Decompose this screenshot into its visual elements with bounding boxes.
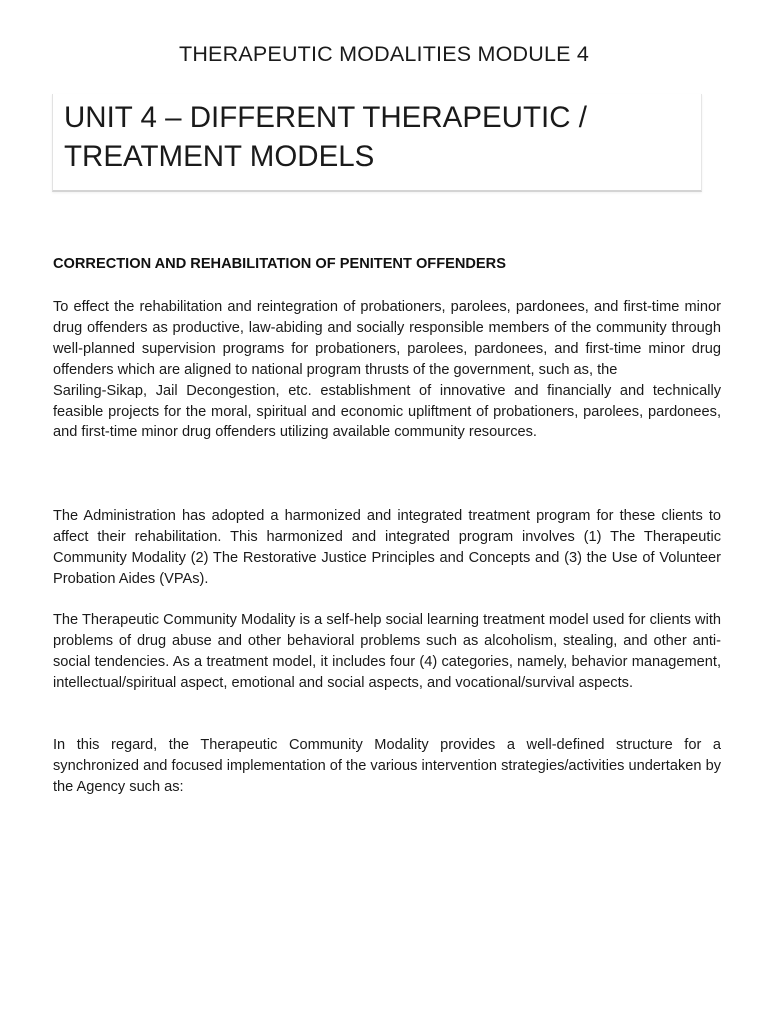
paragraph-structure: In this regard, the Therapeutic Community Modality provides a well-defined structure for a synchronized and focused implementation of the various intervention strategies/activities undertaken by the Agency such as: bbox=[53, 737, 721, 795]
unit-title-line-1: UNIT 4 – DIFFERENT THERAPEUTIC / bbox=[64, 101, 587, 134]
module-header: THERAPEUTIC MODALITIES MODULE 4 bbox=[179, 42, 589, 66]
paragraph-rehabilitation-goal bbox=[53, 297, 721, 443]
paragraph-therapeutic-community: The Therapeutic Community Modality is a self-help social learning treatment model used for clients with problems of drug abuse and other behavioral problems such as alcoholism, stealing, and other anti-social tendencies. As a treatment model, it includes four (4) categories, namely, behavior management, intellectual/spiritual aspect, emotional and social aspects, and vocational/survival aspects. bbox=[53, 612, 721, 691]
unit-title-line-2: TREATMENT MODELS bbox=[64, 140, 375, 173]
section-heading: CORRECTION AND REHABILITATION OF PENITENT OFFENDERS bbox=[53, 256, 506, 272]
unit-title bbox=[64, 98, 694, 176]
paragraph-integrated-program: The Administration has adopted a harmonized and integrated treatment program for these clients to affect their rehabilitation. This harmonized and integrated program involves (1) The Therapeutic Community Modality (2) The Restorative Justice Principles and Concepts and (3) the Use of Volunteer Probation Aides (VPAs). bbox=[53, 508, 721, 587]
paragraph-part-2: Sariling-Sikap, Jail Decongestion, etc. establishment of innovative and financially and technically feasible projects for the moral, spiritual and economic upliftment of probationers, parolees, pardonees, and first-time minor drug offenders utilizing available community resources. bbox=[53, 382, 721, 441]
paragraph-part-1: To effect the rehabilitation and reintegration of probationers, parolees, pardonees, and first-time minor drug offenders as productive, law-abiding and socially responsible members of the community through well-planned supervision programs for probationers, parolees, pardonees, and first-time minor drug offenders which are aligned to national program thrusts of the government, such as, the bbox=[53, 299, 721, 378]
unit-title-box bbox=[52, 94, 702, 192]
